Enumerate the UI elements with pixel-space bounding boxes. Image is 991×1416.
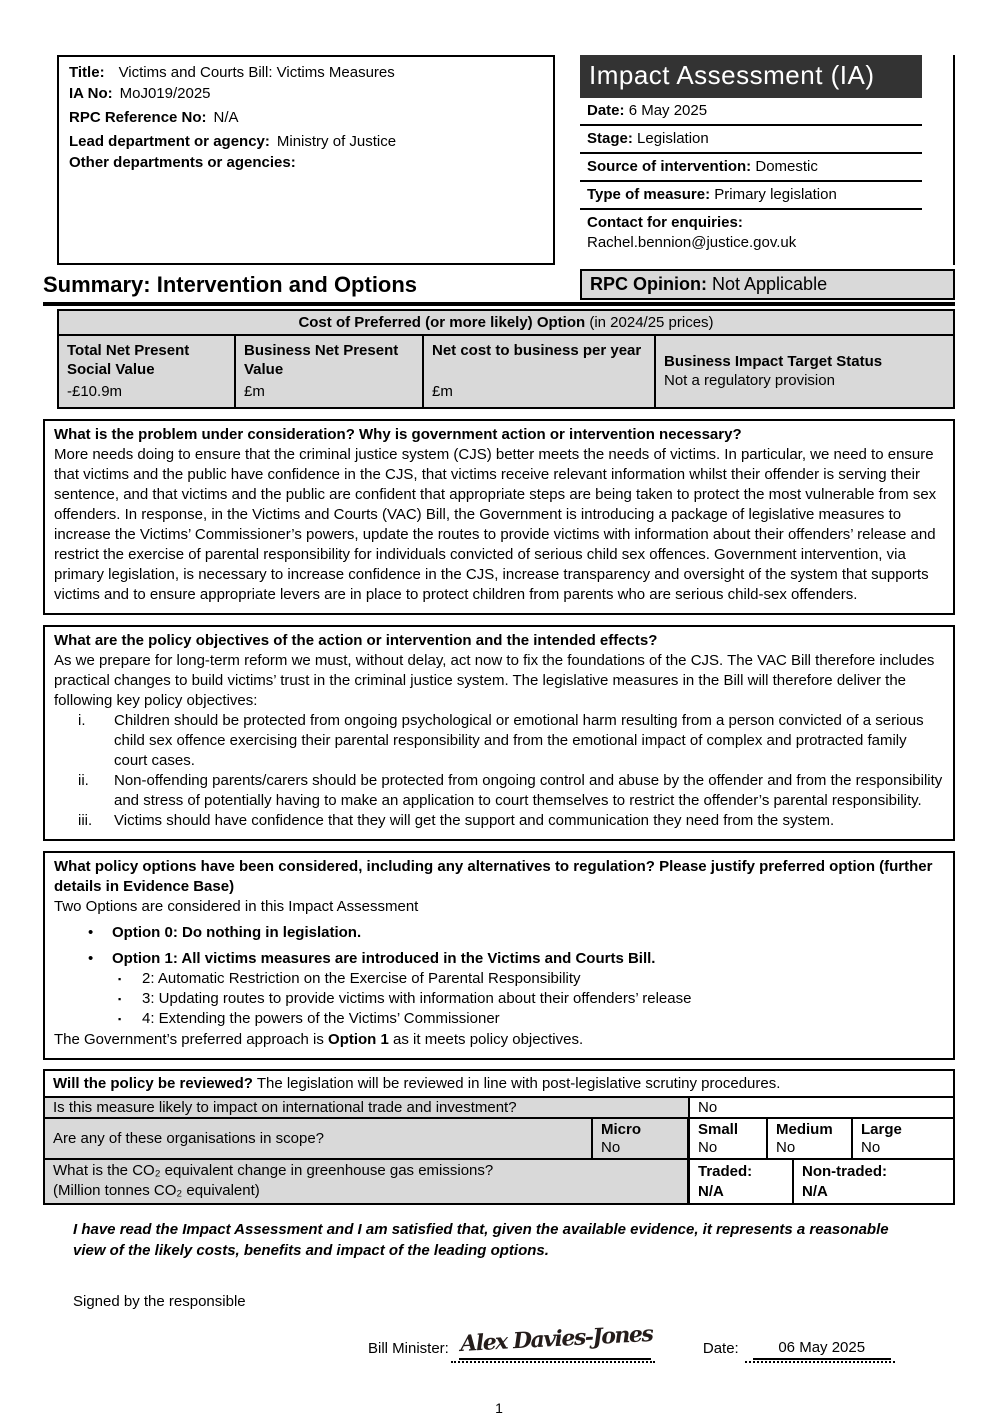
trade-answer: No bbox=[698, 1099, 718, 1116]
cost-table-caption bbox=[59, 311, 953, 336]
org-size-label: Large bbox=[861, 1121, 902, 1138]
square-bullet-icon: ▪ bbox=[118, 1014, 122, 1024]
co2-non-traded-label: Non-traded: bbox=[802, 1163, 887, 1180]
field-title-label: Title: bbox=[69, 64, 105, 81]
option-sub-bullet bbox=[54, 969, 944, 989]
summary-strip bbox=[43, 269, 955, 306]
signature-row bbox=[43, 1314, 955, 1360]
bullet-icon: • bbox=[88, 950, 94, 967]
meta-source-label: Source of intervention: bbox=[587, 158, 752, 175]
declaration-text: I have read the Impact Assessment and I am satisfied that, given the available evidence, it represents a reasonable view of the likely costs, benefits and impact of the leading options. bbox=[73, 1221, 889, 1259]
bullet-icon: • bbox=[88, 924, 94, 941]
option-sub-bullet bbox=[54, 1009, 944, 1029]
closing-bold: Option 1 bbox=[328, 1031, 389, 1048]
co2-question-line1: What is the CO₂ equivalent change in greenhouse gas emissions? bbox=[53, 1162, 494, 1179]
cost-cell-bit-status bbox=[656, 336, 953, 407]
trade-question: Is this measure likely to impact on international trade and investment? bbox=[45, 1098, 690, 1117]
ia-title: Impact Assessment (IA) bbox=[589, 60, 875, 90]
option-bullet-text: Option 0: Do nothing in legislation. bbox=[112, 924, 362, 941]
cost-value-npsv: -£10.9m bbox=[67, 383, 123, 400]
options-box bbox=[43, 851, 955, 1060]
meta-contact bbox=[580, 210, 922, 256]
field-ia-no-label: IA No: bbox=[69, 85, 113, 102]
co2-non-traded-value: N/A bbox=[802, 1183, 828, 1200]
organisations-question bbox=[45, 1119, 593, 1158]
field-title bbox=[69, 62, 543, 83]
cost-cell-bnpv bbox=[236, 336, 424, 407]
org-size-small bbox=[690, 1119, 768, 1158]
review-table bbox=[43, 1069, 955, 1205]
square-bullet-icon: ▪ bbox=[118, 994, 122, 1004]
page-number: 1 bbox=[495, 1400, 503, 1416]
org-size-value: No bbox=[861, 1139, 881, 1156]
org-size-value: No bbox=[698, 1139, 718, 1156]
cost-caption-normal: (in 2024/25 prices) bbox=[585, 314, 714, 331]
objectives-intro: As we prepare for long-term reform we must, without delay, act now to fix the foundations of the CJS. The VAC Bill therefore includes practical changes to build victims’ trust in the criminal justice system. The legislative measures in the Bill will therefore deliver the following key policy objectives: bbox=[54, 652, 935, 709]
option-sub-bullet-text: 2: Automatic Restriction on the Exercise of Parental Responsibility bbox=[142, 970, 581, 987]
options-closing bbox=[54, 1030, 944, 1050]
closing-post: as it meets policy objectives. bbox=[388, 1031, 584, 1048]
ia-title-banner bbox=[580, 55, 922, 98]
meta-date-label: Date: bbox=[587, 102, 625, 119]
org-size-label: Medium bbox=[776, 1121, 833, 1138]
option-sub-bullet-text: 4: Extending the powers of the Victims’ Commissioner bbox=[142, 1010, 500, 1027]
org-size-value: No bbox=[601, 1139, 621, 1156]
co2-traded-label: Traded: bbox=[698, 1163, 753, 1180]
objective-marker: i. bbox=[78, 712, 86, 729]
org-size-label: Micro bbox=[601, 1121, 642, 1138]
summary-heading: Summary: Intervention and Options bbox=[43, 271, 418, 297]
field-ia-no bbox=[69, 83, 543, 104]
review-text: The legislation will be reviewed in line with post-legislative scrutiny procedures. bbox=[252, 1075, 781, 1092]
field-lead-dept bbox=[69, 131, 543, 152]
objective-item bbox=[54, 711, 944, 771]
cost-value-bit-status: Not a regulatory provision bbox=[664, 372, 835, 389]
cost-header-npsv: Total Net Present Social Value bbox=[67, 342, 190, 378]
meta-type bbox=[580, 182, 922, 210]
signed-by-text: Signed by the responsible bbox=[73, 1293, 246, 1310]
trade-row bbox=[45, 1098, 953, 1119]
field-title-value: Victims and Courts Bill: Victims Measures bbox=[118, 64, 395, 81]
meta-date bbox=[580, 98, 922, 126]
minister-signature: Alex Davies-Jones bbox=[459, 1320, 653, 1357]
signoff-date-line bbox=[753, 1339, 891, 1360]
meta-stage-label: Stage: bbox=[587, 130, 633, 147]
bill-minister-label: Bill Minister: bbox=[368, 1340, 449, 1357]
option-sub-bullet-text: 3: Updating routes to provide victims with information about their offenders’ release bbox=[142, 990, 692, 1007]
signoff-date-label: Date: bbox=[702, 1340, 739, 1357]
option-sub-bullet bbox=[54, 989, 944, 1009]
field-rpc-ref-label: RPC Reference No: bbox=[69, 109, 207, 126]
problem-question: What is the problem under consideration? Why is government action or intervention necessary? bbox=[54, 426, 742, 443]
objective-marker: ii. bbox=[78, 772, 89, 789]
field-ia-no-value: MoJ019/2025 bbox=[119, 85, 211, 102]
problem-body: More needs doing to ensure that the criminal justice system (CJS) better meets the needs of victims. In particular, we need to ensure that victims and the public have confidence in the CJS, that victims receive relevant information whilst their offender is serving their sentence, and that victims and the public are confident that appropriate steps are being taken to protect the most vulnerable from sex offenders. In response, in the Victims and Courts (VAC) Bill, the Government is introducing a package of legislative measures to increase the Victims’ Commissioner’s powers, update the routes to provide victims with information about their offenders’ release and restrict the exercise of parental responsibility for individuals convicted of serious child sex offences. Government intervention, via primary legislation, is necessary to increase confidence in the CJS, increase transparency and oversight of the system that supports victims and to ensure appropriate levers are in place to protect children from parents who are serious child-sex offenders. bbox=[54, 446, 937, 603]
meta-stage-value: Legislation bbox=[637, 130, 709, 147]
cost-header-net-cost: Net cost to business per year bbox=[432, 342, 642, 359]
org-size-medium bbox=[768, 1119, 853, 1158]
co2-row bbox=[45, 1160, 953, 1203]
meta-source-value: Domestic bbox=[755, 158, 818, 175]
field-lead-dept-value: Ministry of Justice bbox=[276, 133, 397, 150]
org-size-large bbox=[853, 1119, 953, 1158]
rpc-opinion-box bbox=[580, 269, 955, 300]
cost-caption-bold: Cost of Preferred (or more likely) Option bbox=[298, 314, 586, 331]
signoff-date-value: 06 May 2025 bbox=[778, 1339, 866, 1356]
option-bullet bbox=[54, 923, 944, 943]
document-header bbox=[57, 55, 955, 265]
option-bullet-text: Option 1: All victims measures are introduced in the Victims and Courts Bill. bbox=[112, 950, 656, 967]
organisations-row bbox=[45, 1119, 953, 1160]
objective-marker: iii. bbox=[78, 812, 93, 829]
square-bullet-icon: ▪ bbox=[118, 974, 122, 984]
meta-contact-value: Rachel.bennion@justice.gov.uk bbox=[587, 234, 797, 251]
options-question: What policy options have been considered, including any alternatives to regulation? Please justify preferred option (further details in Evidence Base) bbox=[54, 858, 933, 895]
co2-question bbox=[45, 1160, 690, 1203]
rpc-opinion-value: Not Applicable bbox=[712, 274, 828, 294]
rpc-opinion-label: RPC Opinion: bbox=[590, 274, 707, 294]
document-info-box bbox=[57, 55, 555, 265]
objective-text: Children should be protected from ongoing psychological or emotional harm resulting from a person convicted of a serious child sex offence exercising their parental responsibility and from the emotional impact of complex and protracted family court cases. bbox=[114, 712, 924, 769]
meta-type-label: Type of measure: bbox=[587, 186, 711, 203]
options-intro: Two Options are considered in this Impact Assessment bbox=[54, 898, 419, 915]
organisations-question-text: Are any of these organisations in scope? bbox=[53, 1130, 325, 1147]
cost-table-body bbox=[59, 336, 953, 407]
review-label: Will the policy be reviewed? bbox=[53, 1075, 253, 1092]
org-size-value: No bbox=[776, 1139, 796, 1156]
org-size-micro bbox=[593, 1119, 690, 1158]
meta-type-value: Primary legislation bbox=[714, 186, 837, 203]
ia-meta-box bbox=[580, 55, 955, 265]
cost-header-bnpv: Business Net Present Value bbox=[244, 342, 399, 378]
cost-value-net-cost: £m bbox=[432, 383, 453, 400]
problem-box bbox=[43, 419, 955, 615]
field-other-depts bbox=[69, 152, 543, 173]
co2-traded-value: N/A bbox=[698, 1183, 724, 1200]
minister-signature-line bbox=[459, 1316, 651, 1360]
field-rpc-ref bbox=[69, 107, 543, 128]
cost-cell-npsv bbox=[59, 336, 236, 407]
ia-meta-rows bbox=[580, 98, 922, 256]
meta-source bbox=[580, 154, 922, 182]
option-bullet bbox=[54, 949, 944, 969]
review-row bbox=[45, 1071, 953, 1098]
field-other-depts-label: Other departments or agencies: bbox=[69, 154, 296, 171]
cost-table bbox=[57, 309, 955, 409]
objective-item bbox=[54, 811, 944, 831]
signoff-section bbox=[43, 1219, 955, 1360]
cost-header-bit-status: Business Impact Target Status bbox=[664, 353, 883, 370]
objective-text: Victims should have confidence that they will get the support and communication they need from the system. bbox=[114, 812, 835, 829]
objectives-box bbox=[43, 625, 955, 841]
field-rpc-ref-value: N/A bbox=[213, 109, 239, 126]
org-size-label: Small bbox=[698, 1121, 739, 1138]
meta-date-value: 6 May 2025 bbox=[628, 102, 708, 119]
closing-pre: The Government’s preferred approach is bbox=[54, 1031, 329, 1048]
cost-cell-net-cost bbox=[424, 336, 656, 407]
objective-item bbox=[54, 771, 944, 811]
co2-traded-cell bbox=[690, 1160, 794, 1203]
co2-question-line2: (Million tonnes CO₂ equivalent) bbox=[53, 1182, 260, 1199]
objectives-question: What are the policy objectives of the action or intervention and the intended effects? bbox=[54, 632, 658, 649]
meta-stage bbox=[580, 126, 922, 154]
cost-value-bnpv: £m bbox=[244, 383, 265, 400]
meta-contact-label: Contact for enquiries: bbox=[587, 214, 743, 231]
objective-text: Non-offending parents/carers should be protected from ongoing control and abuse by the offender and from the responsibility and stress of potentially having to make an application to court themselves to restrict the offender’s parental responsibility. bbox=[114, 772, 943, 809]
field-lead-dept-label: Lead department or agency: bbox=[69, 133, 270, 150]
co2-non-traded-cell bbox=[794, 1160, 953, 1203]
